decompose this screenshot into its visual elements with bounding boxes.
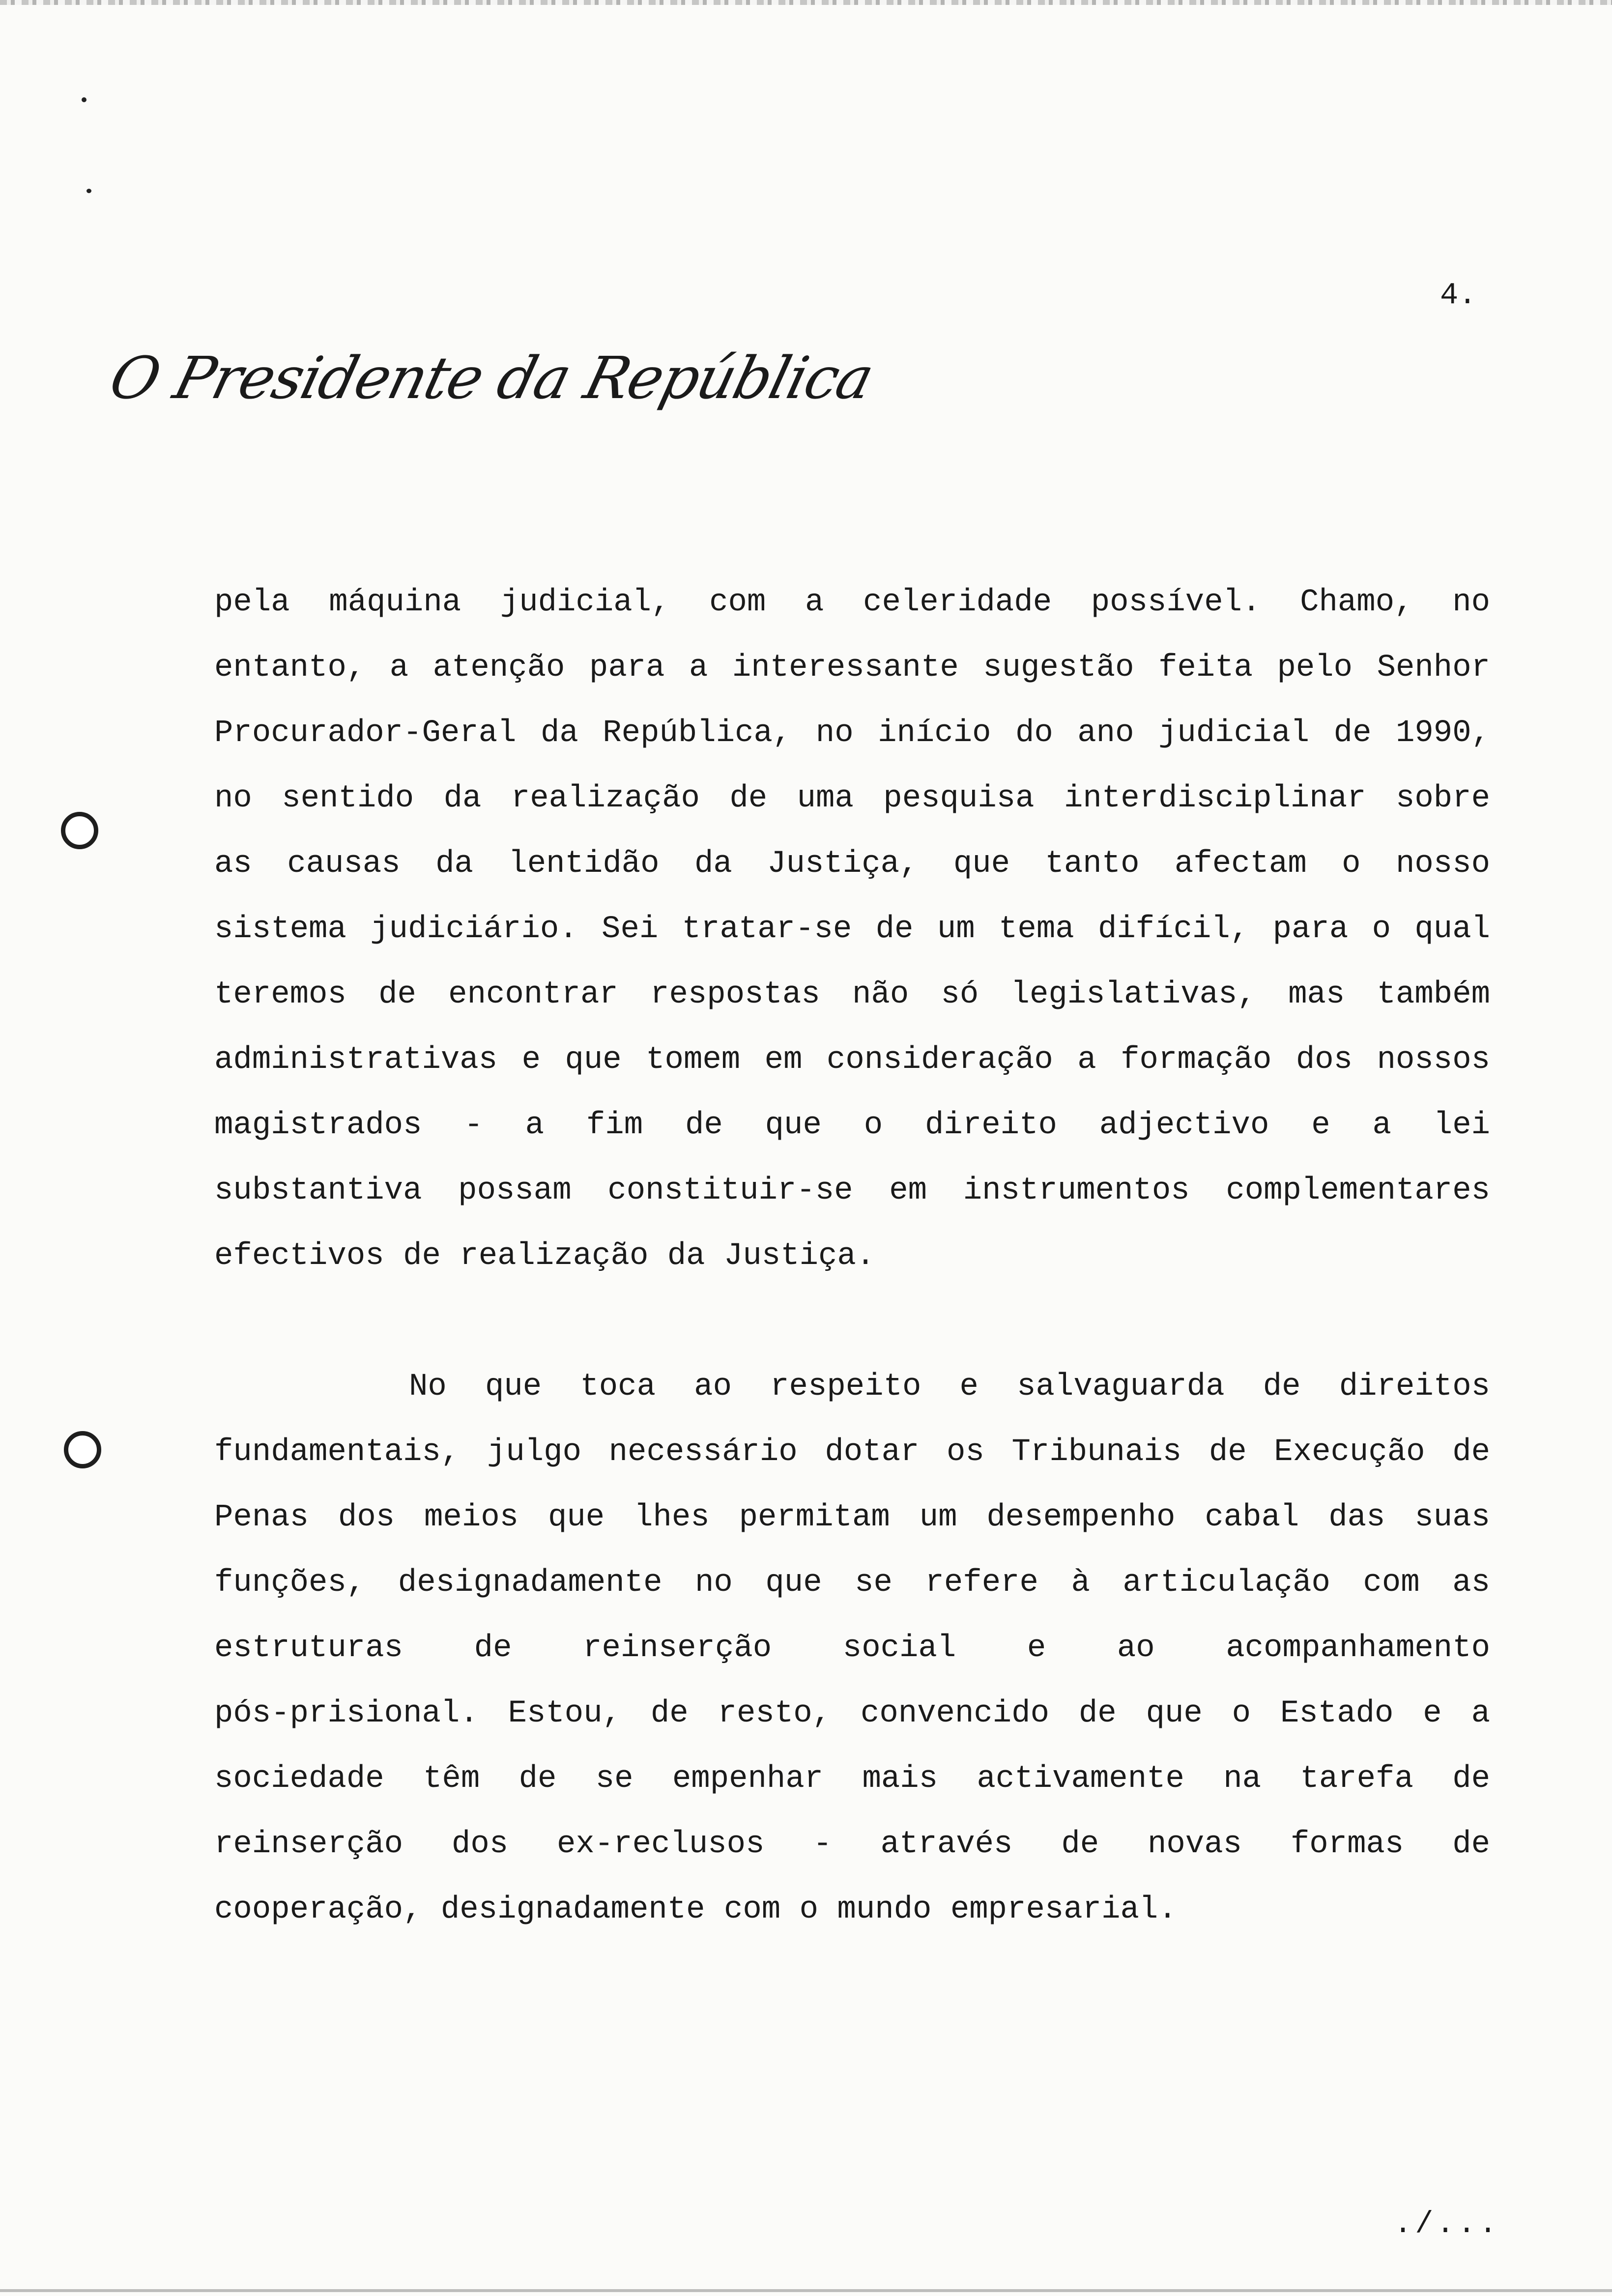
text-line: pela máquina judicial, com a celeridade possível. Chamo, no [214, 585, 1490, 620]
scan-speck [82, 97, 86, 102]
text-line: cooperação, designadamente com o mundo empresarial. [214, 1892, 1177, 1927]
text-line: Procurador-Geral da República, no início do ano judicial de 1990, [214, 716, 1490, 751]
letterhead-title: O Presidente da República [103, 344, 880, 412]
text-line: sociedade têm de se empenhar mais activamente na tarefa de [214, 1761, 1490, 1797]
paragraph-1 [214, 570, 1490, 1289]
text-line: sistema judiciário. Sei tratar-se de um tema difícil, para o qual [214, 912, 1490, 947]
text-line: no sentido da realização de uma pesquisa interdisciplinar sobre [214, 781, 1490, 816]
text-line: efectivos de realização da Justiça. [214, 1238, 875, 1274]
page-number: 4. [1440, 278, 1477, 313]
punch-hole-bottom [64, 1431, 101, 1468]
text-line: administrativas e que tomem em consideração a formação dos nossos [214, 1042, 1490, 1078]
scan-bottom-edge [0, 2289, 1612, 2292]
text-line: teremos de encontrar respostas não só legislativas, mas também [214, 977, 1490, 1012]
text-line: Penas dos meios que lhes permitam um desempenho cabal das suas [214, 1500, 1490, 1535]
text-line: estruturas de reinserção social e ao acompanhamento [214, 1631, 1490, 1666]
text-line: pós-prisional. Estou, de resto, convencido de que o Estado e a [214, 1696, 1490, 1731]
paragraph-2 [214, 1354, 1490, 1943]
scan-speck [86, 189, 91, 193]
scan-top-edge [0, 0, 1612, 5]
text-line: entanto, a atenção para a interessante sugestão feita pelo Senhor [214, 650, 1490, 686]
text-line: substantiva possam constituir-se em instrumentos complementares [214, 1173, 1490, 1208]
text-line: as causas da lentidão da Justiça, que tanto afectam o nosso [214, 846, 1490, 882]
punch-hole-top [61, 812, 98, 849]
text-line: No que toca ao respeito e salvaguarda de direitos [409, 1369, 1490, 1405]
text-line: reinserção dos ex-reclusos - através de novas formas de [214, 1827, 1490, 1862]
text-line: magistrados - a fim de que o direito adjectivo e a lei [214, 1108, 1490, 1143]
continuation-mark: ./... [1394, 2207, 1500, 2241]
text-line: funções, designadamente no que se refere à articulação com as [214, 1565, 1490, 1601]
text-line: fundamentais, julgo necessário dotar os Tribunais de Execução de [214, 1435, 1490, 1470]
